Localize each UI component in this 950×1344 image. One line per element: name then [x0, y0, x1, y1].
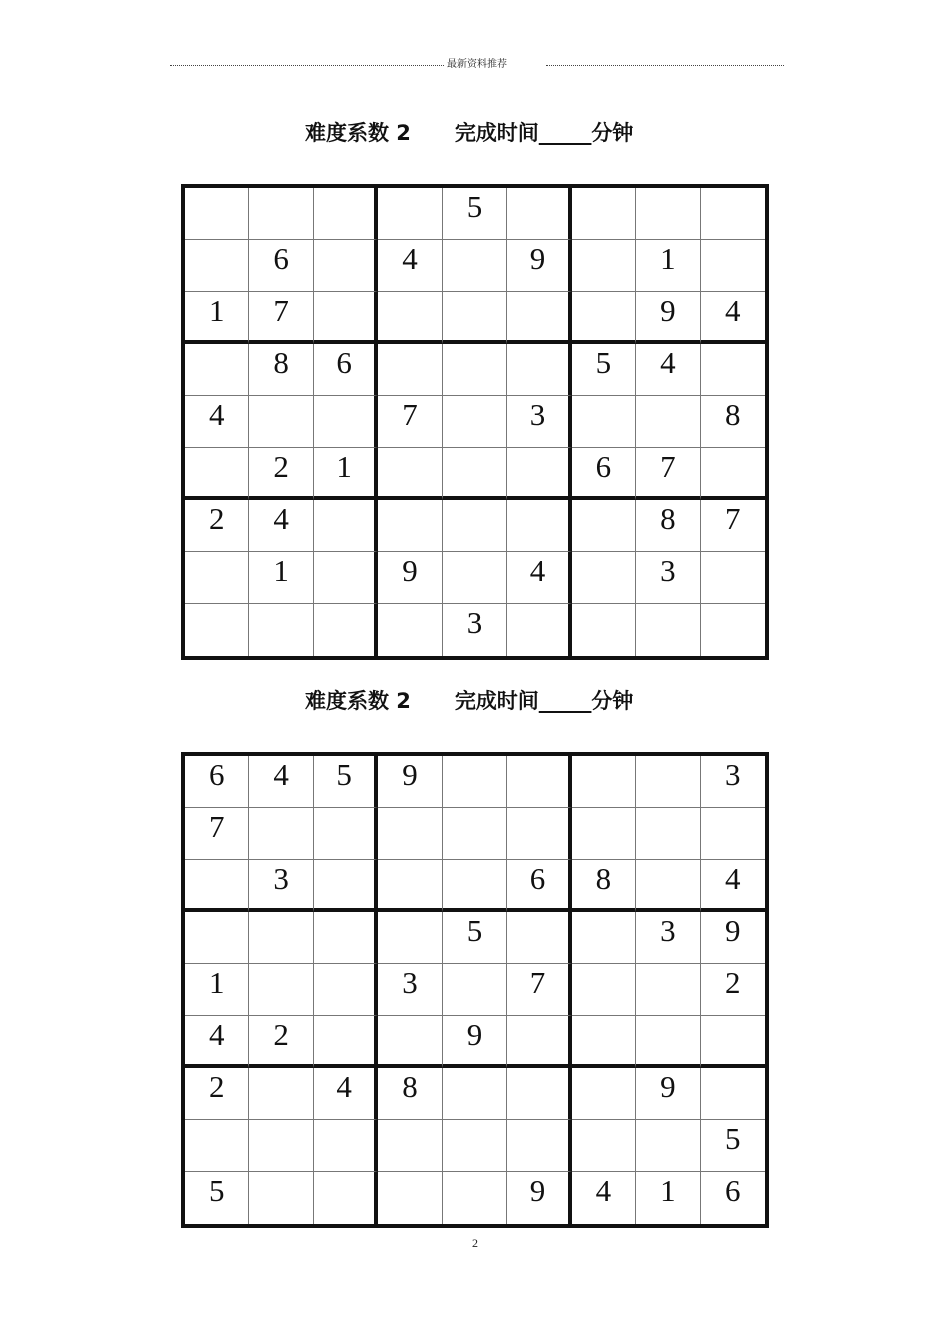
puzzle-2-time-unit: 分钟 — [591, 689, 634, 713]
sudoku-given-cell: 4 — [507, 552, 571, 604]
sudoku-empty-cell[interactable] — [443, 552, 507, 604]
sudoku-empty-cell[interactable] — [443, 396, 507, 448]
puzzle-1-time-blank[interactable]: _____ — [538, 121, 592, 145]
sudoku-given-cell: 3 — [249, 860, 313, 912]
sudoku-empty-cell[interactable] — [314, 552, 378, 604]
sudoku-empty-cell[interactable] — [249, 1172, 313, 1224]
puzzle-1-time-unit: 分钟 — [591, 121, 634, 145]
sudoku-empty-cell[interactable] — [636, 1120, 700, 1172]
sudoku-given-cell: 9 — [636, 1068, 700, 1120]
sudoku-empty-cell[interactable] — [701, 1068, 765, 1120]
sudoku-given-cell: 3 — [701, 756, 765, 808]
sudoku-empty-cell[interactable] — [378, 344, 442, 396]
sudoku-empty-cell[interactable] — [701, 808, 765, 860]
sudoku-empty-cell[interactable] — [572, 756, 636, 808]
sudoku-empty-cell[interactable] — [314, 1172, 378, 1224]
sudoku-given-cell: 2 — [185, 1068, 249, 1120]
sudoku-given-cell: 8 — [378, 1068, 442, 1120]
sudoku-empty-cell[interactable] — [185, 604, 249, 656]
sudoku-given-cell: 6 — [249, 240, 313, 292]
sudoku-empty-cell[interactable] — [443, 344, 507, 396]
sudoku-empty-cell[interactable] — [507, 1068, 571, 1120]
sudoku-given-cell: 9 — [701, 912, 765, 964]
sudoku-given-cell: 2 — [249, 448, 313, 500]
sudoku-empty-cell[interactable] — [572, 292, 636, 344]
sudoku-empty-cell[interactable] — [249, 188, 313, 240]
sudoku-given-cell: 5 — [572, 344, 636, 396]
header-dotted-rule-left — [170, 65, 460, 66]
sudoku-given-cell: 5 — [443, 188, 507, 240]
sudoku-empty-cell[interactable] — [314, 1120, 378, 1172]
sudoku-given-cell: 6 — [725, 1173, 741, 1208]
sudoku-given-cell: 2 — [249, 1016, 313, 1068]
sudoku-empty-cell[interactable] — [636, 396, 700, 448]
sudoku-empty-cell[interactable] — [572, 912, 636, 964]
sudoku-given-cell: 8 — [249, 344, 313, 396]
sudoku-given-cell: 9 — [378, 756, 442, 808]
sudoku-empty-cell[interactable] — [572, 1016, 636, 1068]
sudoku-empty-cell[interactable] — [701, 1016, 765, 1068]
sudoku-empty-cell[interactable] — [507, 912, 571, 964]
header-dotted-rule-right — [546, 65, 784, 66]
sudoku-empty-cell[interactable] — [378, 448, 442, 500]
sudoku-given-cell: 1 — [636, 240, 700, 292]
sudoku-given-cell: 7 — [701, 500, 765, 552]
sudoku-empty-cell[interactable] — [185, 344, 249, 396]
sudoku-given-cell: 6 — [314, 344, 378, 396]
sudoku-given-cell: 8 — [701, 396, 765, 448]
sudoku-given-cell: 5 — [314, 756, 378, 808]
sudoku-given-cell: 8 — [636, 500, 700, 552]
sudoku-given-cell: 4 — [314, 1068, 378, 1120]
sudoku-empty-cell[interactable] — [572, 808, 636, 860]
sudoku-empty-cell[interactable] — [507, 756, 571, 808]
sudoku-empty-cell[interactable] — [378, 292, 442, 344]
sudoku-empty-cell[interactable] — [572, 1068, 636, 1120]
sudoku-empty-cell[interactable] — [443, 448, 507, 500]
puzzle-1-time-label: 完成时间 — [454, 121, 539, 145]
puzzle-1-title — [305, 118, 725, 148]
sudoku-empty-cell[interactable] — [314, 188, 378, 240]
sudoku-empty-cell[interactable] — [701, 344, 765, 396]
sudoku-empty-cell[interactable] — [507, 1120, 571, 1172]
sudoku-empty-cell[interactable] — [701, 604, 765, 656]
sudoku-given-cell: 4 — [701, 292, 765, 344]
sudoku-given-cell: 2 — [185, 500, 249, 552]
sudoku-empty-cell[interactable] — [572, 604, 636, 656]
sudoku-empty-cell[interactable] — [185, 912, 249, 964]
sudoku-empty-cell[interactable] — [378, 912, 442, 964]
sudoku-given-cell: 7 — [507, 964, 571, 1016]
sudoku-empty-cell[interactable] — [507, 344, 571, 396]
sudoku-empty-cell[interactable] — [572, 500, 636, 552]
sudoku-empty-cell[interactable] — [249, 964, 313, 1016]
sudoku-given-cell: 6 — [185, 756, 249, 808]
sudoku-empty-cell[interactable] — [314, 964, 378, 1016]
sudoku-given-cell: 7 — [636, 448, 700, 500]
sudoku-given-cell: 9 — [378, 552, 442, 604]
sudoku-given-cell: 3 — [636, 912, 700, 964]
sudoku-empty-cell[interactable] — [314, 912, 378, 964]
sudoku-empty-cell[interactable] — [636, 808, 700, 860]
page-header — [170, 58, 784, 72]
sudoku-empty-cell[interactable] — [507, 808, 571, 860]
sudoku-empty-cell[interactable] — [185, 448, 249, 500]
sudoku-given-cell: 6 — [507, 860, 571, 912]
sudoku-given-cell: 3 — [443, 604, 507, 656]
sudoku-given-cell: 3 — [378, 964, 442, 1016]
sudoku-empty-cell[interactable] — [443, 500, 507, 552]
sudoku-grid-1 — [181, 184, 769, 660]
sudoku-given-cell: 4 — [185, 396, 249, 448]
sudoku-given-cell: 7 — [378, 396, 442, 448]
puzzle-2-time-blank[interactable]: _____ — [538, 689, 592, 713]
sudoku-empty-cell[interactable] — [249, 808, 313, 860]
sudoku-given-cell: 6 — [572, 448, 636, 500]
sudoku-empty-cell[interactable] — [314, 1016, 378, 1068]
sudoku-empty-cell[interactable] — [443, 292, 507, 344]
sudoku-empty-cell[interactable] — [378, 1016, 442, 1068]
sudoku-given-cell: 9 — [507, 240, 571, 292]
sudoku-empty-cell[interactable] — [314, 860, 378, 912]
sudoku-given-cell: 3 — [507, 396, 571, 448]
sudoku-empty-cell[interactable] — [443, 808, 507, 860]
sudoku-empty-cell[interactable] — [378, 808, 442, 860]
sudoku-empty-cell[interactable] — [636, 604, 700, 656]
sudoku-empty-cell[interactable] — [314, 500, 378, 552]
sudoku-empty-cell[interactable] — [636, 860, 700, 912]
sudoku-empty-cell[interactable] — [636, 1016, 700, 1068]
sudoku-empty-cell[interactable] — [185, 552, 249, 604]
sudoku-given-cell: 3 — [636, 552, 700, 604]
sudoku-given-cell: 4 — [636, 344, 700, 396]
sudoku-empty-cell[interactable] — [701, 188, 765, 240]
sudoku-empty-cell[interactable] — [314, 292, 378, 344]
sudoku-empty-cell[interactable] — [314, 396, 378, 448]
sudoku-empty-cell[interactable] — [701, 552, 765, 604]
sudoku-given-cell: 1 — [636, 1172, 700, 1224]
sudoku-empty-cell[interactable] — [443, 756, 507, 808]
sudoku-given-cell: 5 — [443, 912, 507, 964]
sudoku-empty-cell[interactable] — [443, 1172, 507, 1224]
sudoku-empty-cell[interactable] — [507, 604, 571, 656]
sudoku-given-cell: 4 — [249, 756, 313, 808]
puzzle-2-title — [305, 686, 725, 716]
sudoku-given-cell: 7 — [249, 292, 313, 344]
sudoku-empty-cell[interactable] — [443, 964, 507, 1016]
sudoku-empty-cell[interactable] — [314, 808, 378, 860]
sudoku-empty-cell[interactable] — [249, 396, 313, 448]
sudoku-empty-cell[interactable] — [378, 1172, 442, 1224]
sudoku-empty-cell[interactable] — [572, 240, 636, 292]
sudoku-empty-cell[interactable] — [443, 1120, 507, 1172]
puzzle-1-difficulty: 难度系数 2 — [305, 121, 411, 145]
sudoku-empty-cell[interactable] — [636, 188, 700, 240]
page-number: 2 — [472, 1236, 478, 1250]
sudoku-empty-cell[interactable] — [636, 964, 700, 1016]
sudoku-empty-cell[interactable] — [507, 448, 571, 500]
sudoku-empty-cell[interactable] — [636, 756, 700, 808]
sudoku-empty-cell[interactable] — [572, 188, 636, 240]
puzzle-2-difficulty: 难度系数 2 — [305, 689, 411, 713]
sudoku-given-cell: 4 — [378, 240, 442, 292]
sudoku-given-cell: 1 — [249, 552, 313, 604]
sudoku-empty-cell[interactable] — [314, 240, 378, 292]
sudoku-given-cell: 5 — [701, 1120, 765, 1172]
sudoku-empty-cell[interactable] — [507, 500, 571, 552]
sudoku-empty-cell[interactable] — [572, 964, 636, 1016]
sudoku-empty-cell[interactable] — [572, 552, 636, 604]
sudoku-empty-cell[interactable] — [378, 500, 442, 552]
sudoku-given-cell: 5 — [185, 1172, 249, 1224]
sudoku-empty-cell[interactable] — [185, 240, 249, 292]
sudoku-given-cell: 7 — [185, 808, 249, 860]
sudoku-given-cell: 4 — [185, 1016, 249, 1068]
sudoku-grid-2 — [181, 752, 769, 1228]
sudoku-given-cell: 4 — [249, 500, 313, 552]
sudoku-empty-cell[interactable] — [443, 240, 507, 292]
sudoku-given-cell: 4 — [701, 860, 765, 912]
sudoku-given-cell: 9 — [443, 1016, 507, 1068]
sudoku-empty-cell[interactable] — [572, 1120, 636, 1172]
sudoku-given-cell: 1 — [314, 448, 378, 500]
sudoku-empty-cell[interactable] — [378, 860, 442, 912]
sudoku-empty-cell[interactable] — [572, 396, 636, 448]
sudoku-empty-cell[interactable] — [185, 860, 249, 912]
sudoku-empty-cell[interactable] — [701, 448, 765, 500]
sudoku-given-cell: 9 — [636, 292, 700, 344]
sudoku-empty-cell[interactable] — [378, 604, 442, 656]
sudoku-empty-cell[interactable] — [507, 292, 571, 344]
sudoku-empty-cell[interactable] — [249, 1068, 313, 1120]
sudoku-empty-cell[interactable] — [701, 240, 765, 292]
sudoku-empty-cell[interactable] — [249, 604, 313, 656]
header-text: 最新资料推荐 — [447, 59, 507, 70]
sudoku-empty-cell[interactable] — [249, 912, 313, 964]
sudoku-empty-cell[interactable] — [507, 1016, 571, 1068]
sudoku-empty-cell[interactable] — [249, 1120, 313, 1172]
sudoku-empty-cell[interactable] — [443, 860, 507, 912]
sudoku-given-cell: 8 — [572, 860, 636, 912]
sudoku-given-cell: 4 — [572, 1172, 636, 1224]
sudoku-empty-cell[interactable] — [185, 1120, 249, 1172]
sudoku-empty-cell[interactable] — [378, 1120, 442, 1172]
puzzle-2-time-label: 完成时间 — [454, 689, 539, 713]
sudoku-empty-cell[interactable] — [185, 188, 249, 240]
sudoku-empty-cell[interactable] — [507, 188, 571, 240]
sudoku-empty-cell[interactable] — [314, 604, 378, 656]
sudoku-given-cell: 9 — [507, 1172, 571, 1224]
sudoku-given-cell: 2 — [701, 964, 765, 1016]
sudoku-given-cell: 1 — [185, 964, 249, 1016]
sudoku-given-cell: 1 — [185, 292, 249, 344]
sudoku-empty-cell[interactable] — [443, 1068, 507, 1120]
sudoku-empty-cell[interactable] — [378, 188, 442, 240]
